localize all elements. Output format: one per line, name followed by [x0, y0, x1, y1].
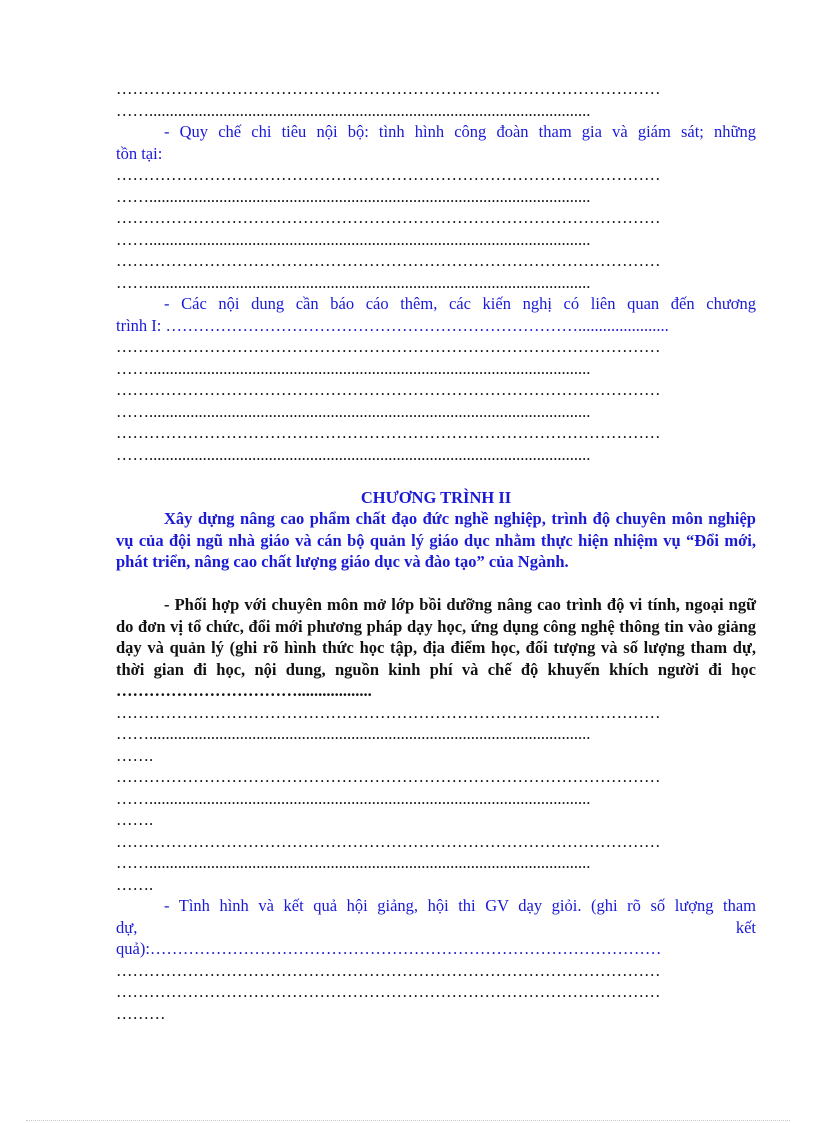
noi-dung-heading-cont: trình I: …………………………………………………………………......................	[116, 315, 669, 335]
dotted-line: ………………………………………………………………………………………	[116, 702, 661, 722]
quy-che-heading: - Quy chế chi tiêu nội bộ: tình hình công đoàn tham gia và giám sát; những	[164, 122, 756, 141]
dotted-line: ……...........................................................................................................	[116, 272, 591, 292]
document-page	[116, 0, 756, 1024]
dotted-line: ……...........................................................................................................	[116, 853, 591, 872]
dotted-line: ………………………………………………………………………………………	[116, 960, 661, 980]
dotted-line: ……...........................................................................................................	[116, 724, 591, 743]
spacer	[116, 465, 756, 487]
dotted-line: ………………………………………………………………………………………	[116, 423, 661, 442]
dotted-line: ……...........................................................................................................	[116, 358, 591, 378]
dotted-line: ……...........................................................................................................	[116, 100, 591, 120]
dotted-line: ………………………………………………………………………………………	[116, 251, 661, 270]
dotted-line: ………………………………………………………………………………………	[116, 79, 661, 98]
dotted-line: …….	[116, 745, 154, 765]
dotted-line: ………………………………………………………………………………………	[116, 831, 661, 851]
dotted-line: ……...........................................................................................................	[116, 229, 591, 249]
noi-dung-heading: - Các nội dung cần báo cáo thêm, các kiến nghị có liên quan đến chương	[164, 294, 756, 313]
dotted-line: …….	[116, 874, 154, 894]
spacer	[116, 573, 756, 595]
dotted-line: ………………………………………………………………………………………	[116, 982, 661, 1001]
dotted-line: ………	[116, 1003, 166, 1023]
page-bottom-rule	[26, 1120, 790, 1121]
section-intro: Xây dựng nâng cao phẩm chất đạo đức nghề nghiệp, trình độ chuyên môn nghiệp vụ của đội ngũ nhà giáo và cán bộ quản lý giáo dục nhằm thực hiện nhiệm vụ “Đổi mới, phát triển, nâng cao chất lượng giáo dục và đào tạo” của Ngành.	[116, 509, 756, 571]
hoi-giang-heading: - Tình hình và kết quả hội giảng, hội thi GV dạy giỏi. (ghi rõ số lượng tham	[164, 896, 756, 915]
dotted-line: ……...........................................................................................................	[116, 186, 591, 206]
dotted-line: ……...........................................................................................................	[116, 788, 591, 808]
quy-che-heading-cont: tồn tại:	[116, 143, 163, 163]
dotted-line: ………………………………………………………………………………………	[116, 767, 661, 786]
dotted-line: ……...........................................................................................................	[116, 401, 591, 421]
section-heading: CHƯƠNG TRÌNH II	[360, 487, 512, 507]
dotted-line: ………………………………………………………………………………………	[116, 337, 661, 356]
hoi-giang-heading-cont: dự, kết	[116, 917, 756, 937]
dotted-line: ……...........................................................................................................	[116, 444, 591, 464]
hoi-giang-heading-cont2: quả):…………………………………………………………………………………	[116, 939, 662, 958]
dotted-line: ………………………………………………………………………………………	[116, 165, 661, 184]
dotted-line: …….	[116, 810, 154, 829]
dotted-line: ………………………………………………………………………………………	[116, 208, 661, 227]
phoi-hop-paragraph: - Phối hợp với chuyên môn mở lớp bồi dưỡng nâng cao trình độ vi tính, ngoại ngữ do đơn vị tổ chức, đổi mới phương pháp dạy học, ứng dụng công nghệ thông tin vào giảng dạy và quản lý (ghi rõ hình thức học tập, địa điểm học, đối tượng và số lượng tham dự, thời gian đi học, nội dung, nguồn kinh phí và chế độ khuyến khích người đi học ……………………………..................	[116, 595, 756, 700]
dotted-line: ………………………………………………………………………………………	[116, 380, 661, 399]
